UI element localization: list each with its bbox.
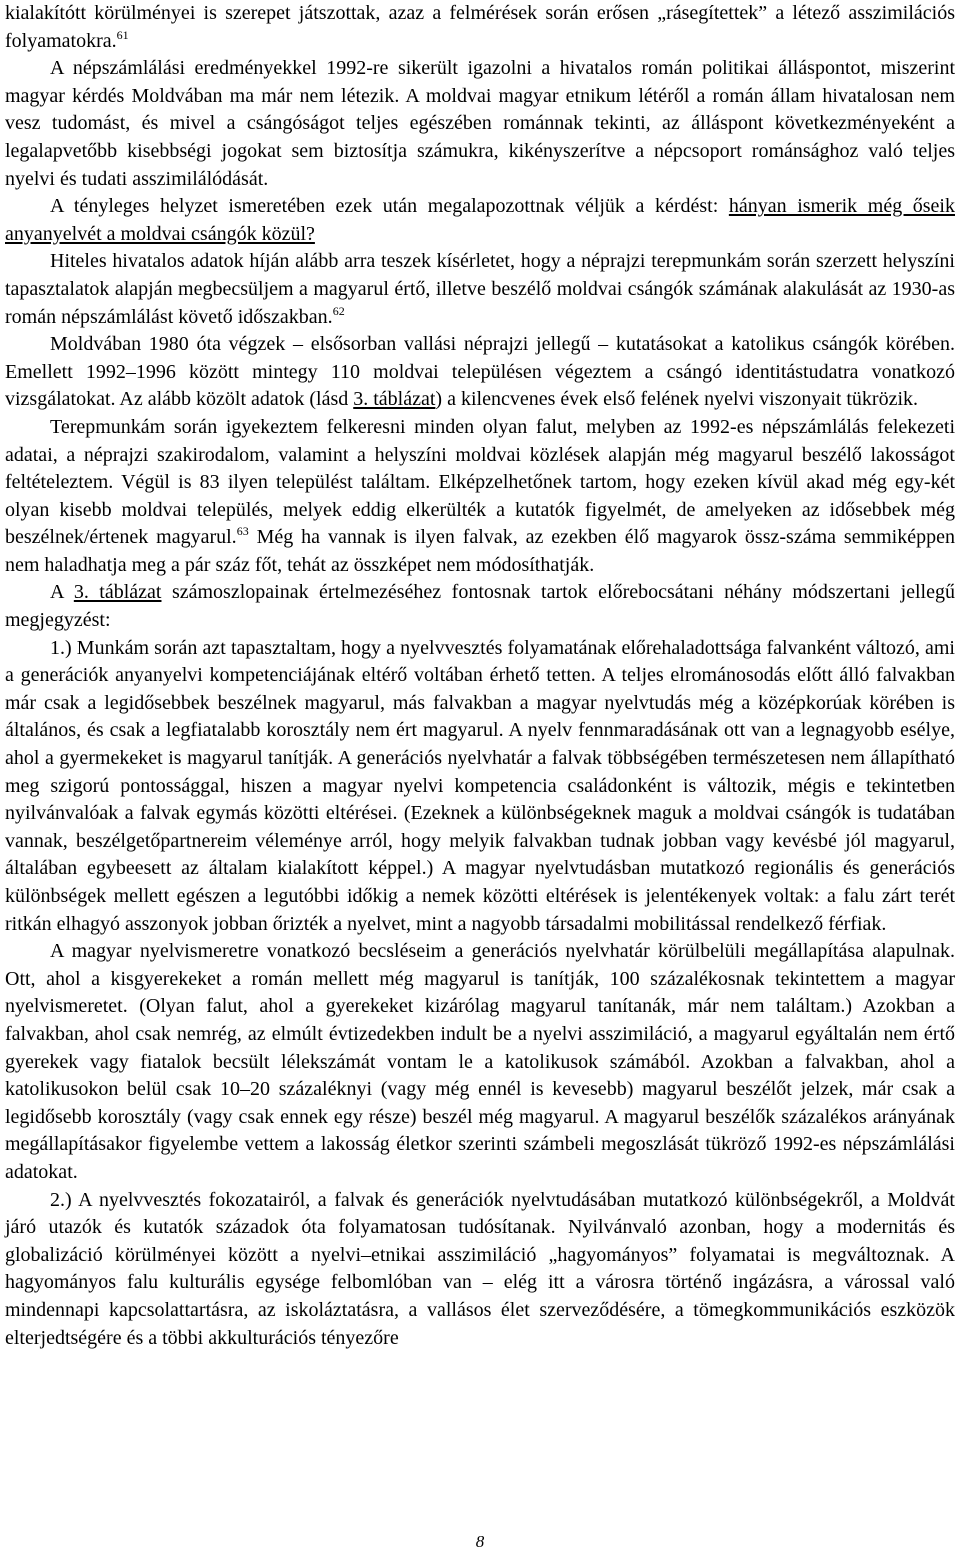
text-run: A népszámlálási eredményekkel 1992-re sikerült igazolni a hivatalos román politikai álláspontot, miszerint magyar kérdés Moldvában ma már nem létezik. A moldvai magyar etnikum létéről a román állam hivatalosan nem vesz tudomást, és mivel a csángóságot teljes egészében románnak tekinti, az álláspont következményeként a legalapvetőbb kisebbségi jogokat sem biztosítja számukra, kikényszerítve a népcsoport románsághoz való teljes nyelvi és tudati asszimilálódását. — [5, 57, 955, 190]
text-run: A — [50, 581, 74, 604]
text-run: Moldvában 1980 óta végzek – elsősorban vallási néprajzi jellegű – kutatásokat a katolikus csángók körében. Emellett 1992–1996 között mintegy 110 moldvai településen végeztem a csángó identitástudatra vonatkozó vizsgálatokat. Az alább közölt adatok (lásd — [5, 333, 955, 411]
paragraph — [5, 938, 955, 1186]
paragraph — [5, 635, 955, 939]
underlined-text: 3. táblázat — [73, 581, 162, 604]
text-run: ) a kilencvenes évek első felének nyelvi viszonyait tükrözik. — [435, 388, 919, 411]
text-run: A tényleges helyzet ismeretében ezek után megalapozottnak véljük a kérdést: — [50, 195, 729, 218]
paragraph — [5, 193, 955, 248]
page-number: 8 — [475, 1532, 485, 1551]
text-run: kialakítótt körülményei is szerepet játszottak, azaz a felmérések során erősen „rásegítettek” a létező asszimilációs folyamatokra. — [5, 2, 955, 52]
text-run: 1.) Munkám során azt tapasztaltam, hogy a nyelvvesztés folyamatának előrehaladottsága falvanként változó, ami a generációk anyanyelvi kompetenciájának eltérő voltában érhető tetten. A teljes elrománosodás előtt álló falvakban már csak a legidősebbek beszélnek magyarul, más falvakban a magyar nyelvtudás még a középkorúak körében is általános, és csak a legfiatalabb korosztály nem ért magyarul. A nyelv fennmaradásának ott van a legnagyobb esélye, ahol a gyermekeket is magyarul tanítják. A generációs nyelvhatár a falvak többségében természetesen nem állapítható meg szigorú pontossággal, hiszen a magyar nyelvi kompetencia családonként is változik, mégis e tekintetben nyilvánvalóak a falvak egymás közötti eltérései. (Ezeknek a különbségeknek maguk a moldvai csángók is tudatában vannak, beszélgetőpartnereim véleménye arról, hogy melyik falvakban tudnak jobban vagy kevésbé jól magyarul, általában egybeesett az általam kialakított képpel.) A magyar nyelvtudásban mutatkozó regionális és generációs különbségek mellett egészen a legutóbbi időkig a nemek közötti eltérések is jelentékenyek voltak: a falu zárt terét ritkán elhagyó asszonyok jobban őrizték a nyelvet, mint a nagyobb társadalmi mobilitással rendelkező férfiak. — [5, 636, 955, 935]
paragraph — [5, 55, 955, 193]
text-run: A magyar nyelvismeretre vonatkozó becsléseim a generációs nyelvhatár körülbelüli megállapítása alapulnak. Ott, ahol a kisgyerekeket a román mellett még magyarul is tanítják, 100 százalékosnak tekintettem a magyar nyelvismeretet. (Olyan falut, ahol a gyerekeket kizárólag magyarul tanítanák, már nem találtam.) Azokban a falvakban, ahol csak nemrég, az elmúlt évtizedekben indult be a nyelvi asszimiláció, a magyarul egyáltalán nem értő gyerekek vagy fiatalok becsült lélekszámát vontam le a katolikusok számából. Azokban a falvakban, ahol a katolikusokon belül csak 10–20 százaléknyi (vagy még ennél is kevesebb) magyarul beszélőt jelzek, már csak a legidősebb korosztály (vagy csak ennek egy része) beszél még magyarul. A magyarul beszélők százalékos arányának megállapításakor figyelembe vettem a lakosság életkor szerinti számbeli megoszlását tükröző 1992-es népszámlálási adatokat. — [5, 940, 955, 1183]
paragraph — [5, 0, 955, 55]
document-page — [5, 0, 955, 1557]
underlined-text: hányan ismerik még őseik anyanyelvét a moldvai csángók közül? — [5, 195, 955, 245]
paragraph — [5, 1187, 955, 1353]
body-text — [5, 0, 955, 1352]
paragraph — [5, 248, 955, 331]
footnote-reference: 63 — [236, 524, 249, 539]
underlined-text: 3. táblázat — [353, 388, 436, 411]
paragraph — [5, 579, 955, 634]
paragraph — [5, 414, 955, 580]
text-run: Még ha vannak is ilyen falvak, az ezekben élő magyarok össz-száma semmiképpen nem haladhatja meg a pár száz főt, tehát az összképet nem módosíthatják. — [5, 526, 955, 576]
footnote-reference: 61 — [116, 27, 129, 42]
text-run: Terepmunkám során igyekeztem felkeresni minden olyan falut, melyben az 1992-es népszámlálás felekezeti adatai, a néprajzi szakirodalom, valamint a helyszíni moldvai közlések alapján még magyarul beszélő lakosságot feltételeztem. Végül is 83 ilyen települést találtam. Elképzelhetőnek tartom, hogy ezeken kívül akad még egy-két olyan kisebb moldvai település, melyek eddig elkerülték a kutatók figyelmét, de amelyeken az idősebbek még beszélnek/értenek magyarul. — [5, 415, 955, 549]
text-run: számoszlopainak értelmezéséhez fontosnak tartok előrebocsátani néhány módszertani jellegű megjegyzést: — [5, 581, 955, 632]
text-run: Hiteles hivatalos adatok híján alább arra teszek kísérletet, hogy a néprajzi terepmunkám során szerzett helyszíni tapasztalatok alapján megbecsüljem a magyarul értő, illetve beszélő moldvai csángók számának alakulását az 1930-as román népszámlálást követő időszakban. — [5, 250, 955, 328]
paragraph — [5, 331, 955, 414]
footnote-reference: 62 — [332, 303, 345, 318]
text-run: 2.) A nyelvvesztés fokozatairól, a falvak és generációk nyelvtudásában mutatkozó különbségekről, a Moldvát járó utazók és kutatók századok óta folyamatosan tudósítanak. Nyilvánvaló azonban, hogy a modernitás és globalizáció körülményei között a nyelvi–etnikai asszimiláció „hagyományos” folyamatai is megváltoznak. A hagyományos falu kulturális egysége felbomlóban van – elég itt a városra történő ingázásra, a várossal való mindennapi kapcsolattartásra, az iskoláztatásra, a vallásos élet szerveződésére, a tömegkommunikációs eszközök elterjedtségére és a többi akkulturációs tényezőre — [5, 1188, 955, 1349]
